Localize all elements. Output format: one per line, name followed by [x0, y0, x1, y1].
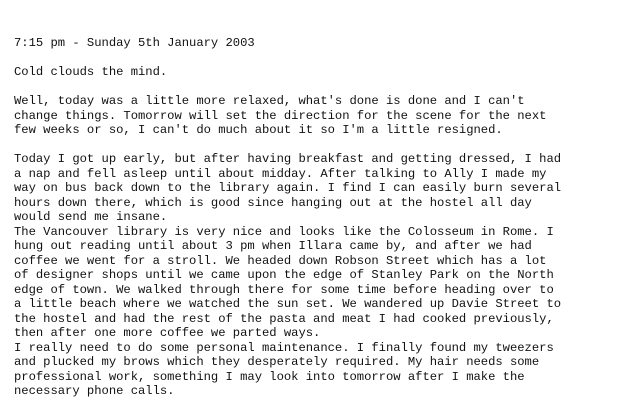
text-line: I really need to do some personal maintenance. I finally found my tweezers [14, 340, 554, 355]
text-line: then after one more coffee we parted ways. [14, 326, 321, 340]
entry-paragraph [14, 65, 626, 80]
text-line: hung out reading until about 3 pm when Illara came by, and after we had [14, 239, 532, 253]
text-line: Well, today was a little more relaxed, what's done is done and I can't [14, 94, 525, 108]
text-line: edge of town. We walked through there for some time before heading over to [14, 282, 554, 297]
paragraph-spacer [14, 80, 626, 95]
text-line: Cold clouds the mind. [14, 65, 168, 79]
text-line: the hostel and had the rest of the pasta and meat I had cooked previously, [14, 311, 554, 326]
text-line: Today I got up early, but after having breakfast and getting dressed, I had [14, 152, 562, 166]
text-line: way on bus back down to the library again. I find I can easily burn several [14, 181, 562, 195]
paragraph-spacer [14, 138, 626, 153]
text-line: change things. Tomorrow will set the direction for the scene for the next [14, 108, 547, 123]
text-line: professional work, something I may look into tomorrow after I make the [14, 369, 525, 384]
text-line: of designer shops until we came upon the edge of Stanley Park on the North [14, 268, 554, 282]
entry-paragraph [14, 341, 626, 399]
entry-paragraph [14, 225, 626, 341]
text-line: few weeks or so, I can't do much about it so I'm a little resigned. [14, 123, 503, 137]
text-line: necessary phone calls. [14, 384, 175, 398]
journal-entry [14, 36, 626, 399]
text-line: The Vancouver library is very nice and looks like the Colosseum in Rome. I [14, 224, 554, 239]
entry-heading: 7:15 pm - Sunday 5th January 2003 [14, 36, 255, 50]
entry-paragraph [14, 152, 626, 225]
text-line: hours down there, which is good since hanging out at the hostel all day [14, 195, 532, 210]
text-line: would send me insane. [14, 210, 168, 224]
text-line: and plucked my brows which they desperately required. My hair needs some [14, 355, 540, 369]
text-line: coffee we went for a stroll. We headed down Robson Street which has a lot [14, 253, 547, 268]
entry-paragraph [14, 94, 626, 138]
entry-body [14, 65, 626, 399]
text-line: a nap and fell asleep until about midday. After talking to Ally I made my [14, 166, 547, 181]
text-line: a little beach where we watched the sun set. We wandered up Davie Street to [14, 297, 562, 311]
